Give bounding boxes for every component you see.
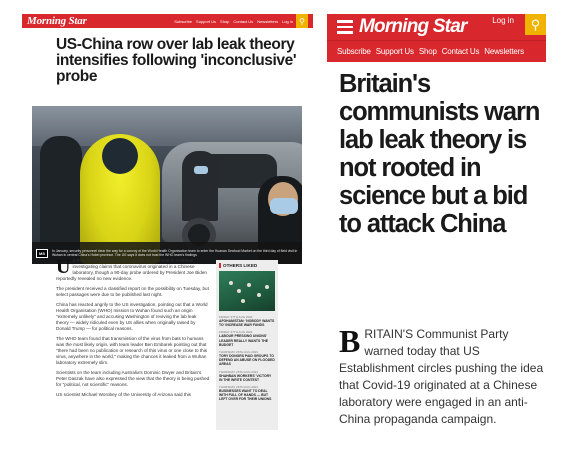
right-article-page xyxy=(327,14,546,434)
left-site-logo[interactable]: Morning Star xyxy=(27,15,87,27)
nav-shop[interactable]: Shop xyxy=(418,47,437,56)
sidebar-item-date: THURSDAY 26TH AUG 2021 xyxy=(219,385,259,390)
photo-mask xyxy=(194,166,208,174)
sidebar-item[interactable] xyxy=(219,330,275,347)
sidebar-item[interactable] xyxy=(219,350,275,367)
article-paragraph: The president received a classified report on the possibility on Tuesday, but select passages were due to be published last night. xyxy=(56,286,209,297)
sidebar-thumbnail[interactable] xyxy=(219,271,275,311)
sidebar-item-date: FRIDAY 27TH AUG 2021 xyxy=(219,315,253,319)
nav-support-us[interactable]: Support Us xyxy=(375,47,414,56)
article-paragraph: S POLITICIANS have called on the government to continue investigating claims that coronavirus originated in a Chinese laboratory, though a 90-day probe ordered by President Joe Biden reportedly revealed no new evidence. xyxy=(56,258,207,281)
left-nav-subscribe[interactable]: Subscribe xyxy=(174,18,193,24)
photo-badge: MS xyxy=(36,249,48,258)
sidebar-item-date: FRIDAY 27TH AUG 2021 xyxy=(219,330,253,335)
sidebar-item-title[interactable]: AFGHANISTAN: 'NOBODY WANTS TO' INCREASE WAR FUNDS xyxy=(219,319,275,328)
sidebar-item-date: THURSDAY 26TH AUG 2021 xyxy=(219,350,259,355)
article-paragraph: The WHO team found that transmission of the virus from bats to humans was the most likely origin, with team leader Ben Embarek pointing out that "there had been no publication or research of this virus or one close to this virus, anywhere in the world," making the chances it leaked from a Wuhan laboratory extremely slim. xyxy=(56,336,208,365)
right-search-icon[interactable]: ⚲ xyxy=(525,14,546,35)
left-dropcap: U xyxy=(56,256,71,278)
right-article-headline: Britain's communists warn lab leak theory is not rooted in science but a bid to attack China xyxy=(339,70,540,238)
sidebar-item[interactable] xyxy=(219,370,275,382)
left-nav-shop[interactable]: Shop xyxy=(220,18,230,24)
login-link[interactable]: Log in xyxy=(492,16,514,25)
left-search-icon[interactable]: ⚲ xyxy=(296,14,308,28)
others-liked-sidebar xyxy=(216,260,278,430)
sidebar-item-date: THURSDAY 26TH AUG 2021 xyxy=(219,369,259,374)
nav-newsletters[interactable]: Newsletters xyxy=(484,47,524,56)
hamburger-menu-icon[interactable] xyxy=(337,20,353,34)
left-nav-contact[interactable]: Contact Us xyxy=(233,18,254,24)
nav-contact-us[interactable]: Contact Us xyxy=(441,47,480,56)
left-article-page xyxy=(22,14,313,434)
photo-person xyxy=(182,151,218,221)
article-photo xyxy=(32,106,302,264)
left-nav-newsletters[interactable]: Newsletters xyxy=(257,18,279,24)
right-nav xyxy=(327,40,546,62)
photo-caption-text: In January, security personnel clear the way for a convoy of the World Health Organisation team to enter the Huanan Seafood Market on the third day of field visit in Wuhan in central China's Hubei province. The US says it does not trust the WHO team's findings xyxy=(52,248,298,257)
sidebar-item-title[interactable]: LABOUR PRESSING UNIONS' LEADER REALLY WANTS THE BUDGET xyxy=(219,334,268,347)
left-header-bar xyxy=(22,14,313,28)
sidebar-item-title[interactable]: BUSINESSES WANT TO DEAL WITH FULL OF HANDS — BUT LEFT OVER FOR THEIR UNIONS xyxy=(219,389,272,402)
article-paragraph: China has reacted angrily to the US investigation, pointing out that a World Health Organisation (WHO) mission to Wuhan found such an origin "extremely unlikely" and accusing Washington of reviving the lab leak theory — widely ridiculed even by US allies when originally raised by Donald Trump — for political reasons. xyxy=(56,302,208,331)
photo-hazmat-hood xyxy=(102,138,138,174)
sidebar-heading: OTHERS LIKED xyxy=(219,263,275,268)
left-article-title: US-China row over lab leak theory intensifies following 'inconclusive' probe xyxy=(56,36,297,85)
left-article-body xyxy=(56,258,210,402)
left-nav-login[interactable]: Log in xyxy=(282,18,293,24)
sidebar-item-title[interactable]: SHAHBAN WORKERS' VICTORY IN THE WRITE CONTEST xyxy=(219,373,272,382)
article-paragraph: Scientists on the team including Australia's Dominic Dwyer and Britain's Peter Daszak have also expressed the view that the theory is being pushed for "political, not scientific" reasons. xyxy=(56,370,210,387)
sidebar-item[interactable] xyxy=(219,315,275,327)
left-nav-support[interactable]: Support Us xyxy=(196,18,217,24)
nav-subscribe[interactable]: Subscribe xyxy=(337,47,371,56)
right-header-bar xyxy=(327,14,546,40)
right-article-body xyxy=(339,323,544,428)
left-nav xyxy=(174,19,293,24)
article-paragraph: US scientist Michael Worobey of the University of Arizona said this xyxy=(56,392,191,397)
sidebar-item-title[interactable]: TORY DONORS PAID GROUPS TO DEFEND AN ABUSE ON FLOODED AREAS xyxy=(219,354,275,367)
right-dropcap: B xyxy=(339,323,361,359)
sidebar-item[interactable] xyxy=(219,385,275,402)
photo-mask xyxy=(270,198,298,214)
right-article-text: RITAIN'S Communist Party warned today that US Establishment circles pushing the idea that Covid-19 originated at a Chinese laboratory were engaged in an anti-China propaganda campaign. xyxy=(339,327,544,426)
right-site-logo[interactable]: Morning Star xyxy=(359,16,467,37)
